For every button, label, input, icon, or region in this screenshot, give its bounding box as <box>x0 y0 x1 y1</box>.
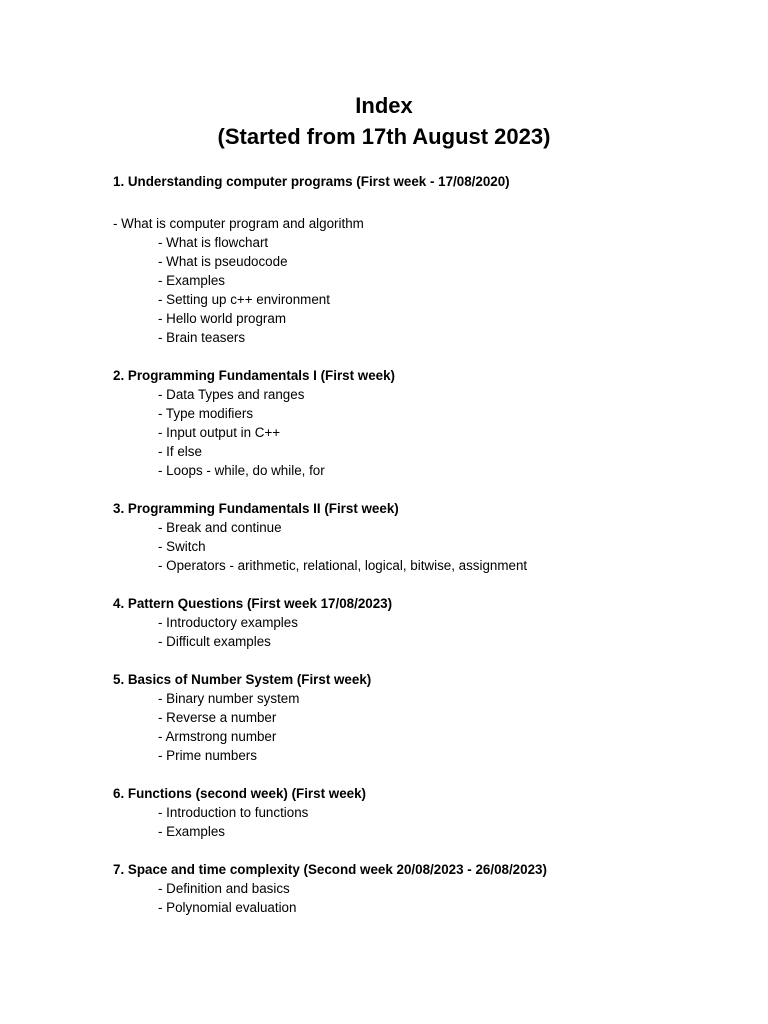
section-items <box>113 518 733 575</box>
index-section-2 <box>113 366 733 480</box>
index-section-4 <box>113 594 733 651</box>
list-item: - Hello world program <box>158 311 286 326</box>
index-section-7 <box>113 860 733 917</box>
section-heading: 3. Programming Fundamentals II (First week) <box>113 501 399 516</box>
list-item: - Setting up c++ environment <box>158 292 330 307</box>
list-item: - Definition and basics <box>158 881 290 896</box>
list-item: - Prime numbers <box>158 748 257 763</box>
list-item: - Data Types and ranges <box>158 387 305 402</box>
list-item: - Polynomial evaluation <box>158 900 297 915</box>
index-section-1 <box>113 172 733 347</box>
list-item: - Binary number system <box>158 691 300 706</box>
list-item: - Examples <box>158 824 225 839</box>
section-items <box>113 385 733 480</box>
list-item: - Type modifiers <box>158 406 254 421</box>
section-items <box>113 879 733 917</box>
index-section-3 <box>113 499 733 575</box>
section-items <box>113 233 733 347</box>
list-item: - Operators - arithmetic, relational, logical, bitwise, assignment <box>158 558 528 573</box>
list-item: - Switch <box>158 539 206 554</box>
section-heading: 5. Basics of Number System (First week) <box>113 672 372 687</box>
page-title <box>0 91 768 152</box>
title-line-2: (Started from 17th August 2023) <box>217 124 551 149</box>
list-item: - Brain teasers <box>158 330 246 345</box>
index-section-5 <box>113 670 733 765</box>
section-items <box>113 689 733 765</box>
section-heading: 7. Space and time complexity (Second week 20/08/2023 - 26/08/2023) <box>113 862 547 877</box>
list-item: - Loops - while, do while, for <box>158 463 325 478</box>
section-heading: 6. Functions (second week) (First week) <box>113 786 366 801</box>
list-item: - Introduction to functions <box>158 805 309 820</box>
list-item: - Introductory examples <box>158 615 298 630</box>
list-item: - What is flowchart <box>158 235 269 250</box>
section-items <box>113 803 733 841</box>
section-lead-item: - What is computer program and algorithm <box>113 216 364 231</box>
section-heading: 4. Pattern Questions (First week 17/08/2023) <box>113 596 393 611</box>
list-item: - Difficult examples <box>158 634 271 649</box>
list-item: - Armstrong number <box>158 729 277 744</box>
section-heading: 1. Understanding computer programs (First week - 17/08/2020) <box>113 174 510 189</box>
list-item: - If else <box>158 444 202 459</box>
section-heading: 2. Programming Fundamentals I (First week) <box>113 368 396 383</box>
list-item: - Input output in C++ <box>158 425 281 440</box>
index-sections <box>113 172 733 936</box>
list-item: - Examples <box>158 273 225 288</box>
section-items <box>113 613 733 651</box>
list-item: - Break and continue <box>158 520 282 535</box>
index-section-6 <box>113 784 733 841</box>
list-item: - Reverse a number <box>158 710 277 725</box>
list-item: - What is pseudocode <box>158 254 288 269</box>
title-line-1: Index <box>355 93 413 118</box>
